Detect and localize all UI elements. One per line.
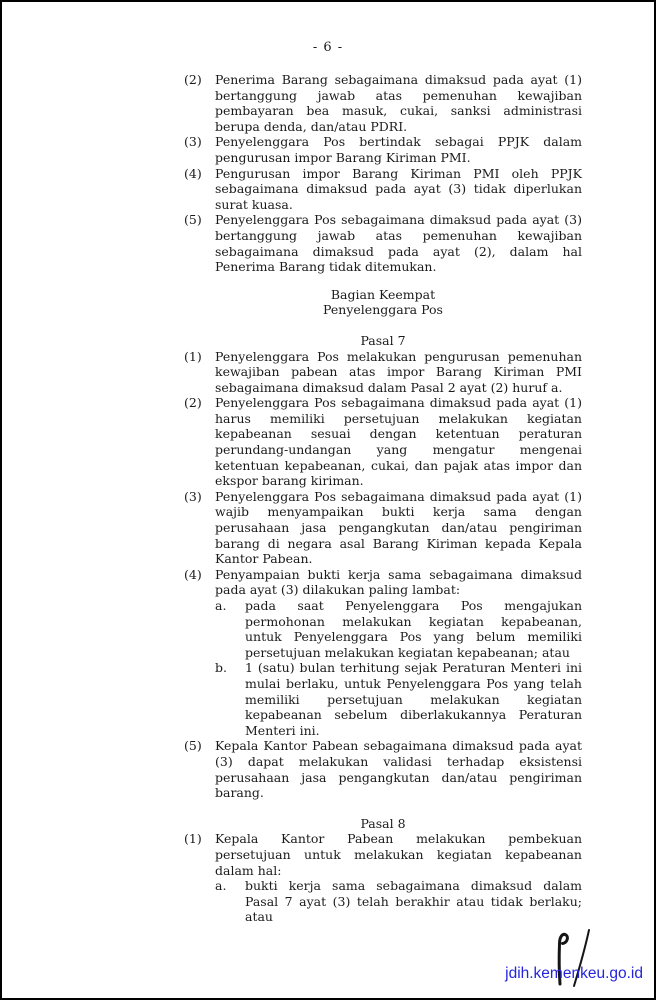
sub-item-marker: b. <box>215 660 227 676</box>
item-text: Penyelenggara Pos sebagaimana dimaksud pada ayat (1) harus memiliki persetujuan melakukan kegiatan kepabeanan sesuai dengan ketentuan peraturan perundang-undangan yang mengatur mengenai ketentuan kepabeanan, cukai, dan pajak atas impor dan ekspor barang kiriman. <box>215 395 582 489</box>
sub-item-text: 1 (satu) bulan terhitung sejak Peraturan Menteri ini mulai berlaku, untuk Penyelenggara Pos yang telah memiliki persetujuan melakukan kegiatan kepabeanan sebelum diberlakukannya Peraturan Menteri ini. <box>245 660 582 738</box>
sub-item-marker: a. <box>215 878 227 894</box>
item-text: Pengurusan impor Barang Kiriman PMI oleh PPJK sebagaimana dimaksud pada ayat (3) tidak diperlukan surat kuasa. <box>215 165 582 212</box>
item-marker: (3) <box>184 488 202 504</box>
sub-list-item <box>215 598 582 660</box>
heading-line: Bagian Keempat <box>330 286 436 302</box>
letter-sublist <box>215 878 582 925</box>
page-number: - 6 - <box>312 40 344 55</box>
item-body <box>215 72 582 134</box>
item-marker: (4) <box>184 165 202 181</box>
item-text: Penyelenggara Pos melakukan pengurusan pemenuhan kewajiban pabean atas impor Barang Kiriman PMI sebagaimana dimaksud dalam Pasal 2 ayat (2) huruf a. <box>215 348 582 395</box>
heading-line: Pasal 7 <box>360 332 406 348</box>
heading-line: Penyelenggara Pos <box>323 302 443 318</box>
item-body <box>215 831 582 925</box>
item-marker: (4) <box>184 566 202 582</box>
section-heading <box>184 287 582 318</box>
item-body <box>215 738 582 800</box>
numbered-list <box>184 831 582 925</box>
item-marker: (3) <box>184 134 202 150</box>
item-body <box>215 349 582 396</box>
list-item <box>184 166 582 213</box>
jdih-watermark: jdih.kemenkeu.go.id <box>505 965 643 982</box>
item-text: Penyelenggara Pos bertindak sebagai PPJK dalam pengurusan impor Barang Kiriman PMI. <box>215 134 582 165</box>
item-body <box>215 212 582 274</box>
document-content <box>184 72 582 925</box>
section-heading <box>184 816 582 832</box>
item-marker: (1) <box>184 348 202 364</box>
item-marker: (1) <box>184 831 202 847</box>
sub-item-text: bukti kerja sama sebagaimana dimaksud dalam Pasal 7 ayat (3) telah berakhir atau tidak berlaku; atau <box>245 878 582 925</box>
item-marker: (5) <box>184 212 202 228</box>
sub-list-item <box>215 660 582 738</box>
list-item <box>184 567 582 739</box>
item-text: Penyelenggara Pos sebagaimana dimaksud pada ayat (1) wajib menyampaikan bukti kerja sama dengan perusahaan jasa pengangkutan dan/atau pengiriman barang di negara asal Barang Kiriman kepada Kepala Kantor Pabean. <box>215 488 582 567</box>
item-text: Penyampaian bukti kerja sama sebagaimana dimaksud pada ayat (3) dilakukan paling lambat: <box>215 566 582 598</box>
list-item <box>184 72 582 134</box>
item-marker: (2) <box>184 395 202 411</box>
item-body <box>215 567 582 739</box>
list-item <box>184 831 582 925</box>
item-marker: (2) <box>184 72 202 87</box>
sub-list-item <box>215 878 582 925</box>
list-item <box>184 489 582 567</box>
list-item <box>184 134 582 165</box>
numbered-list <box>184 72 582 275</box>
item-text: Penerima Barang sebagaimana dimaksud pada ayat (1) bertanggung jawab atas pemenuhan kewajiban pembayaran bea masuk, cukai, sanksi administrasi berupa denda, dan/atau PDRI. <box>215 72 582 134</box>
section-heading <box>184 333 582 349</box>
sub-item-marker: a. <box>215 598 227 613</box>
letter-sublist <box>215 598 582 738</box>
item-text: Kepala Kantor Pabean melakukan pembekuan persetujuan untuk melakukan kegiatan kepabeanan dalam hal: <box>215 831 582 878</box>
item-text: Kepala Kantor Pabean sebagaimana dimaksud pada ayat (3) dapat melakukan validasi terhadap eksistensi perusahaan jasa pengangkutan dan/atau pengiriman barang. <box>215 738 582 801</box>
item-body <box>215 134 582 165</box>
list-item <box>184 349 582 396</box>
item-body <box>215 489 582 567</box>
list-item <box>184 738 582 800</box>
item-body <box>215 166 582 213</box>
item-body <box>215 395 582 489</box>
item-marker: (5) <box>184 738 202 754</box>
list-item <box>184 212 582 274</box>
item-text: Penyelenggara Pos sebagaimana dimaksud pada ayat (3) bertanggung jawab atas pemenuhan kewajiban sebagaimana dimaksud pada ayat (2), dalam hal Penerima Barang tidak ditemukan. <box>215 212 582 275</box>
heading-line: Pasal 8 <box>360 815 406 831</box>
list-item <box>184 395 582 489</box>
numbered-list <box>184 349 582 801</box>
sub-item-text: pada saat Penyelenggara Pos mengajukan permohonan melakukan kegiatan kepabeanan, untuk Penyelenggara Pos yang belum memiliki persetujuan melakukan kegiatan kepabeanan; atau <box>245 598 582 660</box>
